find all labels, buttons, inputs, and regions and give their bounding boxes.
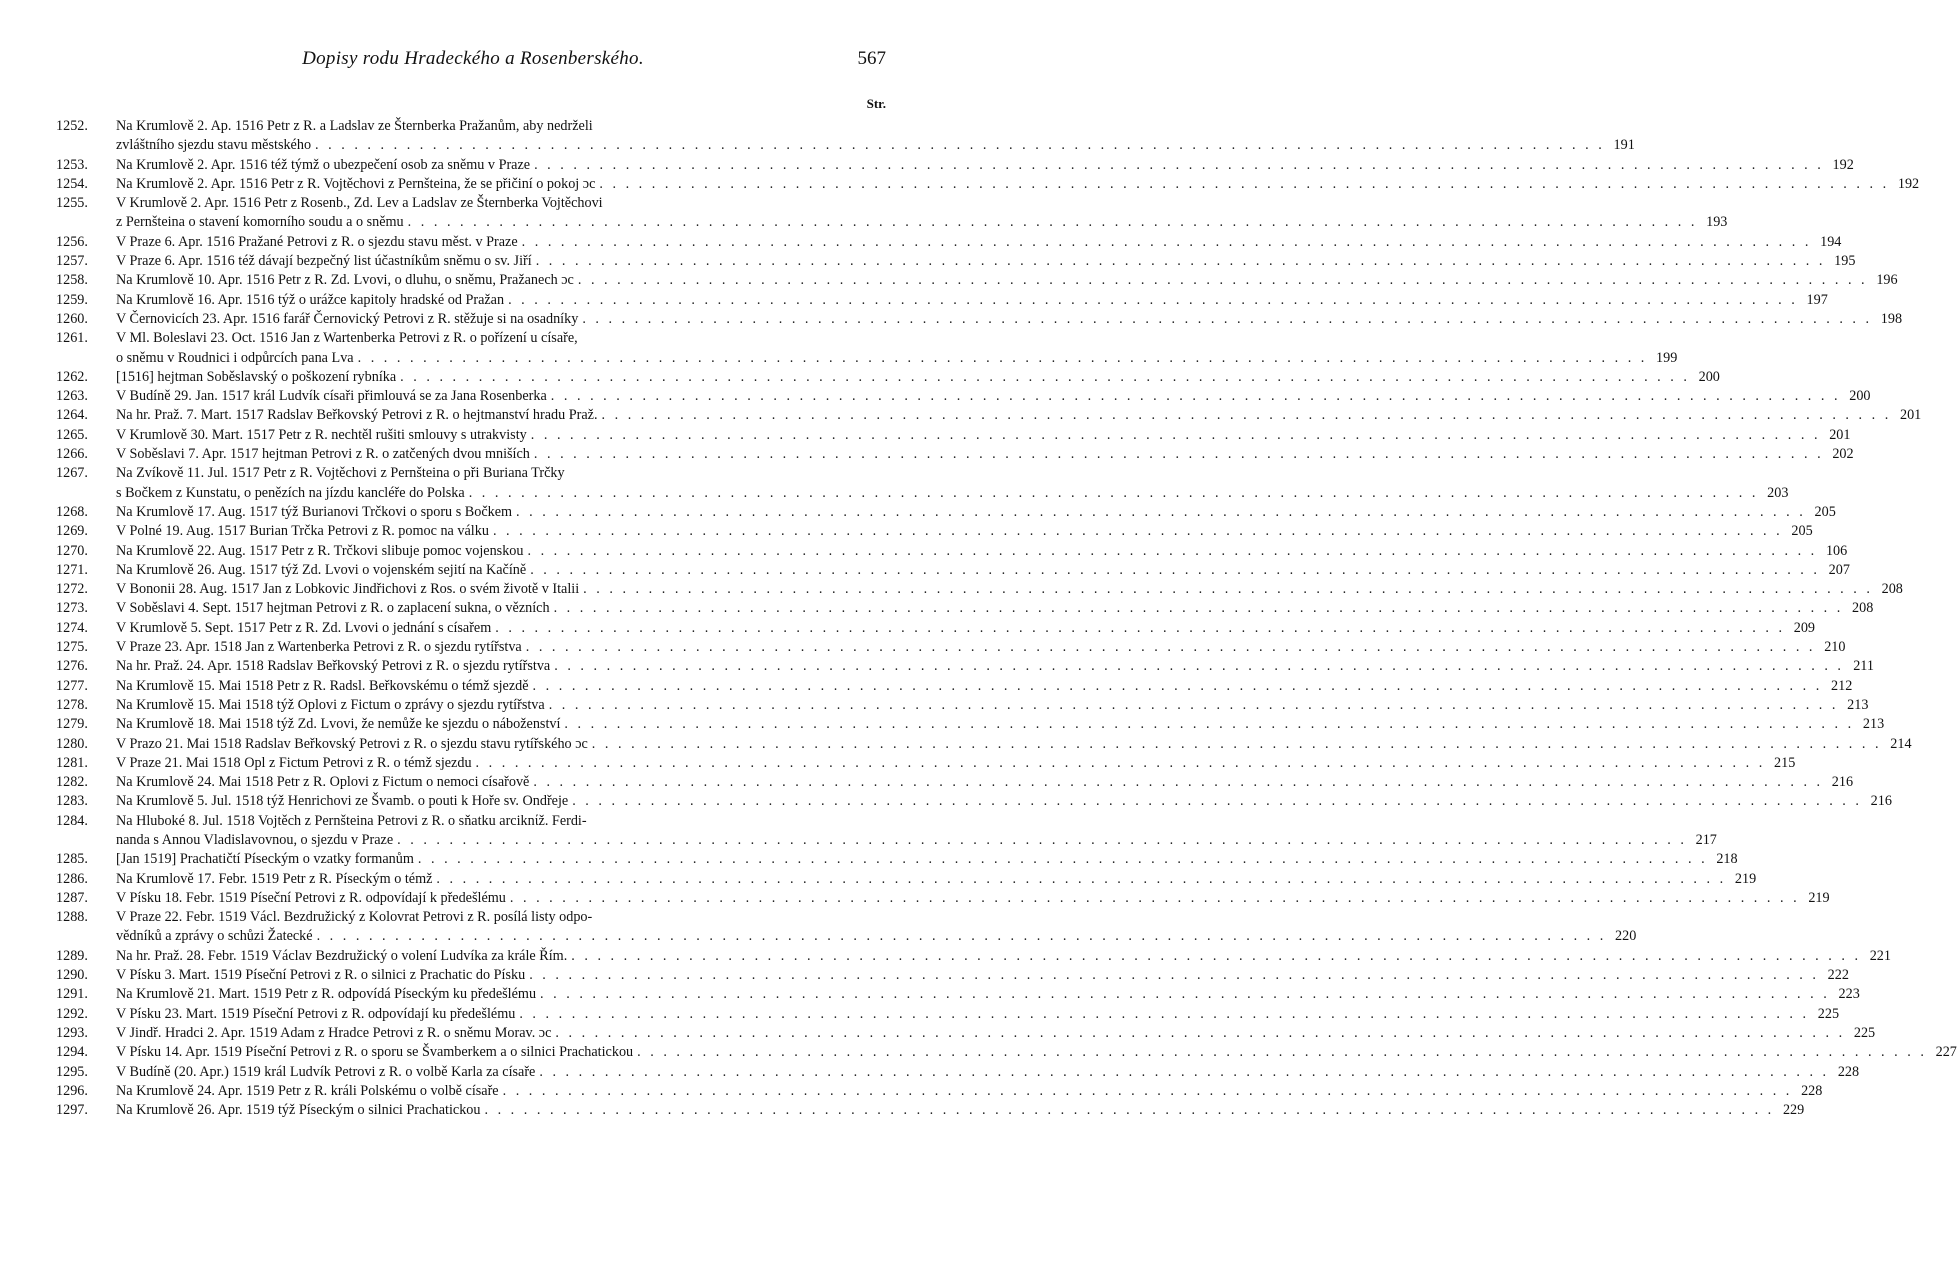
- entry-page-number: 222: [1827, 967, 1849, 984]
- entry-number: 1276.: [56, 658, 88, 675]
- dot-leader: [408, 213, 1698, 232]
- index-entry: [56, 368, 1720, 387]
- entry-page-number: 213: [1847, 696, 1869, 713]
- dot-leader: [495, 619, 1785, 638]
- entry-number: 1269.: [56, 523, 88, 540]
- entry-line: [116, 406, 1922, 425]
- dot-leader: [476, 754, 1766, 773]
- index-entry: [56, 503, 1836, 522]
- dot-leader: [531, 426, 1821, 445]
- entry-number: 1266.: [56, 446, 88, 463]
- entry-page-number: 213: [1862, 716, 1885, 733]
- entry-number: 1252.: [56, 118, 88, 134]
- entry-line: [116, 1082, 1823, 1101]
- entry-line: [116, 1005, 1840, 1024]
- entry-text: Na hr. Praž. 28. Febr. 1519 Václav Bezdružický o volení Ludvíka za krále Řím.: [116, 947, 568, 964]
- entry-line: [116, 696, 1869, 715]
- entry-text: V Praze 23. Apr. 1518 Jan z Wartenberka Petrovi z R. o sjezdu rytířstva: [116, 639, 522, 656]
- entry-number: 1265.: [56, 426, 88, 443]
- entry-line: [116, 908, 886, 927]
- entry-text: V Budíně (20. Apr.) 1519 král Ludvík Petrovi z R. o volbě Karla za císaře: [116, 1063, 536, 1080]
- entry-number: 1287.: [56, 889, 88, 906]
- entry-number: 1257.: [56, 253, 88, 270]
- dot-leader: [539, 1063, 1829, 1082]
- entry-text: Na Zvíkově 11. Jul. 1517 Petr z R. Vojtěchovi z Pernšteina o při Buriana Trčky: [116, 465, 565, 482]
- entry-line: [116, 542, 1848, 561]
- entry-line: [116, 735, 1912, 754]
- entry-number: 1259.: [56, 291, 88, 308]
- entry-text: Na Hluboké 8. Jul. 1518 Vojtěch z Pernšteina Petrovi z R. o sňatku arciknίž. Ferdi-: [116, 812, 587, 829]
- dot-leader: [551, 387, 1841, 406]
- entry-text: Na Krumlově 24. Apr. 1519 Petr z R. králi Polskému o volbě císaře: [116, 1082, 499, 1099]
- entry-text: V Praze 22. Febr. 1519 Václ. Bezdružický z Kolovrat Petrovi z R. posílá listy odpo-: [116, 909, 593, 926]
- dot-leader: [317, 927, 1607, 946]
- entry-number: 1283.: [56, 793, 88, 810]
- entry-text: Na Krumlově 15. Mai 1518 Petr z R. Radsl. Beřkovskému o témž sjezdě: [116, 677, 529, 694]
- entry-line: [116, 426, 1851, 445]
- dot-leader: [533, 773, 1823, 792]
- index-entry: [56, 387, 1871, 406]
- index-entry: [56, 464, 1789, 503]
- entry-line: [116, 271, 1898, 290]
- entry-page-number: 223: [1838, 986, 1860, 1003]
- index-entry: [56, 1005, 1840, 1024]
- entry-number: 1274.: [56, 619, 88, 636]
- index-entry: [56, 291, 1828, 310]
- entry-text: Na Krumlově 17. Febr. 1519 Petr z R. Píseckým o témž: [116, 870, 433, 887]
- entry-page-number: 201: [1899, 407, 1922, 424]
- index-entry: [56, 542, 1848, 561]
- dot-leader: [315, 136, 1605, 155]
- index-entry: [56, 908, 1637, 947]
- entry-number: 1260.: [56, 310, 88, 327]
- entry-page-number: 217: [1695, 831, 1717, 848]
- index-entry: [56, 580, 1903, 599]
- entry-text: Na Krumlově 10. Apr. 1516 Petr z R. Zd. Lvovi, o dluhu, o sněmu, Pražanech ɔc: [116, 272, 574, 289]
- entry-line: [116, 175, 1920, 194]
- dot-leader: [503, 1082, 1793, 1101]
- entry-number: 1286.: [56, 870, 88, 887]
- dot-leader: [493, 522, 1783, 541]
- index-entry: [56, 889, 1830, 908]
- dot-leader: [436, 870, 1726, 889]
- entry-number: 1271.: [56, 561, 88, 578]
- entry-text: Na hr. Praž. 7. Mart. 1517 Radslav Beřkovský Petrovi z R. o hejtmanství hradu Praž.: [116, 407, 598, 424]
- entry-line: [116, 677, 1853, 696]
- entry-text: zvláštního sjezdu stavu městského: [116, 137, 312, 154]
- entry-page-number: 205: [1791, 523, 1813, 540]
- entry-page-number: 228: [1837, 1063, 1860, 1080]
- index-entry: [56, 445, 1854, 464]
- dot-leader: [358, 349, 1648, 368]
- entry-line: [116, 812, 886, 831]
- entry-text: Na Krumlově 17. Aug. 1517 týž Burianovi Trčkovi o sporu s Bočkem: [116, 503, 513, 520]
- entry-line: [116, 947, 1891, 966]
- entry-page-number: 207: [1828, 561, 1850, 578]
- entry-page-number: 216: [1870, 793, 1892, 810]
- entry-line: [116, 464, 886, 483]
- entry-page-number: 200: [1849, 388, 1871, 405]
- entry-text: V Písku 14. Apr. 1519 Píseční Petrovi z R. o sporu se Švamberkem a o silnici Prachatickou: [116, 1044, 634, 1061]
- entry-text: Na hr. Praž. 24. Apr. 1518 Radslav Beřkovský Petrovi z R. o sjezdu rytířstva: [116, 658, 551, 675]
- entry-number: 1255.: [56, 195, 88, 212]
- entry-number: 1275.: [56, 639, 88, 656]
- dot-leader: [418, 850, 1708, 869]
- entry-page-number: 225: [1817, 1005, 1840, 1022]
- entry-page-number: 221: [1869, 947, 1891, 964]
- entry-number: 1290.: [56, 967, 88, 984]
- entry-line: [116, 136, 1635, 155]
- entry-page-number: 209: [1793, 619, 1815, 636]
- entry-line: [116, 213, 1728, 232]
- entry-line: [116, 985, 1860, 1004]
- dot-leader: [549, 696, 1839, 715]
- entry-text: nanda s Annou Vladislavovnou, o sjezdu v Praze: [116, 831, 394, 848]
- dot-leader: [529, 966, 1819, 985]
- dot-leader: [516, 503, 1806, 522]
- entry-line: [116, 233, 1842, 252]
- entry-text: V Soběslavi 7. Apr. 1517 hejtman Petrovi z R. o zatčených dvou mniších: [116, 446, 530, 463]
- index-entry: [56, 696, 1869, 715]
- entry-number: 1256.: [56, 233, 88, 250]
- entry-line: [116, 387, 1871, 406]
- entry-page-number: 192: [1832, 156, 1854, 173]
- index-entry: [56, 175, 1920, 194]
- index-entry: [56, 657, 1874, 676]
- index-entry: [56, 773, 1854, 792]
- dot-leader: [571, 947, 1861, 966]
- entry-line: [116, 291, 1828, 310]
- entry-number: 1297.: [56, 1102, 88, 1119]
- entry-page-number: 218: [1716, 851, 1738, 868]
- entry-line: [116, 599, 1874, 618]
- dot-leader: [602, 406, 1892, 425]
- index-entry: [56, 985, 1860, 1004]
- entry-line: [116, 1024, 1876, 1043]
- page-header: [60, 48, 886, 74]
- index-entry: [56, 233, 1842, 252]
- entry-number: 1281.: [56, 754, 88, 771]
- entry-line: [116, 117, 886, 136]
- entry-text: Na Krumlově 22. Aug. 1517 Petr z R. Trčkovi slibuje pomoc vojenskou: [116, 542, 524, 559]
- index-entry: [56, 194, 1728, 233]
- entry-page-number: 216: [1831, 774, 1854, 791]
- entry-page-number: 219: [1808, 889, 1830, 906]
- dot-leader: [469, 484, 1759, 503]
- entry-page-number: 192: [1897, 175, 1920, 192]
- entry-page-number: 197: [1806, 291, 1828, 308]
- entry-line: [116, 831, 1717, 850]
- entry-text: o sněmu v Roudnici i odpůrcích pana Lva: [116, 349, 354, 366]
- entry-text: V Černovicích 23. Apr. 1516 farář Černovický Petrovi z R. stěžuje si na osadníky: [116, 310, 579, 327]
- dot-leader: [534, 156, 1824, 175]
- index-entry: [56, 715, 1885, 734]
- entry-line: [116, 252, 1856, 271]
- entry-number: 1272.: [56, 581, 88, 598]
- entry-number: 1254.: [56, 175, 88, 192]
- entry-text: Na Krumlově 18. Mai 1518 týž Zd. Lvovi, že nemůže ke sjezdu o náboženství: [116, 716, 561, 733]
- index-entry: [56, 426, 1851, 445]
- dot-leader: [637, 1043, 1927, 1062]
- index-entry: [56, 677, 1853, 696]
- entry-number: 1263.: [56, 388, 88, 405]
- entry-line: [116, 1101, 1805, 1120]
- entry-line: [116, 870, 1757, 889]
- entry-number: 1277.: [56, 677, 88, 694]
- index-entry: [56, 966, 1849, 985]
- dot-leader: [555, 1024, 1845, 1043]
- entry-page-number: 205: [1814, 503, 1836, 520]
- entry-page-number: 211: [1853, 658, 1874, 675]
- index-entry: [56, 561, 1850, 580]
- entry-text: V Krumlově 2. Apr. 1516 Petr z Rosenb., Zd. Lev a Ladslav ze Šternberka Vojtěchovi: [116, 195, 603, 212]
- entry-text: V Praze 21. Mai 1518 Opl z Fictum Petrovi z R. o témž sjezdu: [116, 754, 472, 771]
- entry-page-number: 199: [1656, 349, 1678, 366]
- dot-leader: [484, 1101, 1774, 1120]
- entry-text: V Budíně 29. Jan. 1517 král Ludvík císaři přimlouvá se za Jana Rosenberka: [116, 388, 547, 405]
- entry-page-number: 215: [1774, 754, 1796, 771]
- entry-text: V Polné 19. Aug. 1517 Burian Trčka Petrovi z R. pomoc na válku: [116, 523, 489, 540]
- entry-page-number: 220: [1615, 928, 1637, 945]
- entry-text: V Krumlově 30. Mart. 1517 Petr z R. nechtěl rušiti smlouvy s utrakvisty: [116, 426, 527, 443]
- index-entry: [56, 117, 1635, 156]
- entry-line: [116, 484, 1789, 503]
- entry-line: [116, 927, 1637, 946]
- entry-page-number: 212: [1831, 677, 1853, 694]
- index-entry: [56, 870, 1757, 889]
- dot-leader: [527, 542, 1817, 561]
- index-entry: [56, 271, 1898, 290]
- entry-line: [116, 754, 1796, 773]
- index-entry: [56, 754, 1796, 773]
- dot-leader: [526, 638, 1816, 657]
- entry-line: [116, 1043, 1957, 1062]
- entry-number: 1292.: [56, 1005, 88, 1022]
- entry-line: [116, 966, 1849, 985]
- entry-line: [116, 1063, 1860, 1082]
- entry-number: 1253.: [56, 156, 88, 173]
- entry-line: [116, 619, 1815, 638]
- entry-page-number: 201: [1829, 426, 1851, 443]
- entry-line: [116, 310, 1903, 329]
- entry-page-number: 228: [1801, 1082, 1823, 1099]
- entry-line: [116, 792, 1892, 811]
- entry-line: [116, 773, 1854, 792]
- entry-number: 1296.: [56, 1082, 88, 1099]
- entry-number: 1295.: [56, 1063, 88, 1080]
- entry-text: Na Krumlově 16. Apr. 1516 týž o urážce kapitoly hradské od Pražan: [116, 291, 505, 308]
- entry-number: 1273.: [56, 600, 88, 617]
- index-entry: [56, 1082, 1823, 1101]
- entry-number: 1289.: [56, 947, 88, 964]
- index-entry: [56, 252, 1856, 271]
- entry-page-number: 203: [1767, 484, 1789, 501]
- index-entry: [56, 599, 1874, 618]
- index-entry: [56, 310, 1903, 329]
- letter-index-list: [0, 117, 1957, 1120]
- entry-line: [116, 561, 1850, 580]
- entry-text: V Bononii 28. Aug. 1517 Jan z Lobkovic Jindřichovi z Ros. o svém životě v Italii: [116, 581, 580, 598]
- entry-text: [Jan 1519] Prachatičtí Píseckým o vzatky formanům: [116, 851, 414, 868]
- entry-text: V Prazo 21. Mai 1518 Radslav Beřkovský Petrovi z R. o sjezdu stavu rytířského ɔc: [116, 735, 588, 752]
- index-entry: [56, 329, 1678, 368]
- entry-page-number: 193: [1706, 214, 1728, 231]
- index-entry: [56, 1024, 1876, 1043]
- running-title: Dopisy rodu Hradeckého a Rosenberského.: [302, 48, 644, 69]
- index-entry: [56, 1063, 1860, 1082]
- entry-page-number: 202: [1832, 446, 1854, 463]
- entry-number: 1258.: [56, 272, 88, 289]
- entry-number: 1267.: [56, 465, 88, 482]
- entry-number: 1284.: [56, 812, 88, 829]
- index-entry: [56, 947, 1891, 966]
- entry-number: 1279.: [56, 716, 88, 733]
- entry-text: Na Krumlově 15. Mai 1518 týž Oplovi z Fictum o zprávy o sjezdu rytířstva: [116, 696, 545, 713]
- entry-page-number: 191: [1613, 137, 1635, 154]
- entry-number: 1262.: [56, 368, 88, 385]
- dot-leader: [400, 368, 1690, 387]
- dot-leader: [530, 561, 1820, 580]
- entry-page-number: 200: [1698, 368, 1720, 385]
- index-entry: [56, 1101, 1805, 1120]
- entry-number: 1264.: [56, 407, 88, 424]
- entry-text: Na Krumlově 24. Mai 1518 Petr z R. Oplovi z Fictum o nemoci císařově: [116, 774, 530, 791]
- dot-leader: [510, 889, 1800, 908]
- entry-line: [116, 445, 1854, 464]
- entry-text: V Krumlově 5. Sept. 1517 Petr z R. Zd. Lvovi o jednání s císařem: [116, 619, 492, 636]
- entry-line: [116, 503, 1836, 522]
- entry-number: 1293.: [56, 1024, 88, 1041]
- entry-page-number: 194: [1820, 233, 1842, 250]
- entry-text: V Praze 6. Apr. 1516 též dávají bezpečný list účastníkům sněmu o sv. Jiří: [116, 253, 532, 270]
- dot-leader: [533, 677, 1823, 696]
- dot-leader: [536, 252, 1826, 271]
- entry-number: 1282.: [56, 774, 88, 791]
- index-entry: [56, 850, 1738, 869]
- entry-page-number: 208: [1852, 600, 1874, 617]
- dot-leader: [397, 831, 1687, 850]
- entry-line: [116, 522, 1813, 541]
- dot-leader: [554, 657, 1844, 676]
- index-entry: [56, 522, 1813, 541]
- entry-line: [116, 194, 886, 213]
- entry-page-number: 208: [1881, 581, 1903, 598]
- entry-page-number: 219: [1734, 870, 1757, 887]
- index-entry: [56, 735, 1912, 754]
- entry-text: Na Krumlově 26. Apr. 1519 týž Píseckým o silnici Prachatickou: [116, 1102, 481, 1119]
- dot-leader: [583, 580, 1873, 599]
- entry-page-number: 227: [1935, 1044, 1957, 1061]
- dot-leader: [578, 271, 1868, 290]
- index-entry: [56, 638, 1846, 657]
- index-entry: [56, 406, 1922, 425]
- entry-number: 1280.: [56, 735, 88, 752]
- dot-leader: [599, 175, 1889, 194]
- entry-page-number: 196: [1876, 272, 1898, 289]
- entry-text: V Praze 6. Apr. 1516 Pražané Petrovi z R. o sjezdu stavu měst. v Praze: [116, 233, 518, 250]
- entry-number: 1278.: [56, 696, 88, 713]
- entry-number: 1291.: [56, 986, 88, 1003]
- entry-text: s Bočkem z Kunstatu, o penězích na jízdu kancléře do Polska: [116, 484, 465, 501]
- dot-leader: [564, 715, 1854, 734]
- entry-text: z Pernšteina o stavení komorního soudu a o sněmu: [116, 214, 404, 231]
- entry-page-number: 106: [1825, 542, 1848, 559]
- entry-number: 1288.: [56, 909, 88, 926]
- dot-leader: [519, 1005, 1809, 1024]
- entry-text: V Ml. Boleslavi 23. Oct. 1516 Jan z Wartenberka Petrovi z R. o pořízení u císaře,: [116, 330, 578, 347]
- dot-leader: [582, 310, 1872, 329]
- entry-number: 1285.: [56, 851, 88, 868]
- index-entry: [56, 1043, 1957, 1062]
- dot-leader: [554, 599, 1844, 618]
- entry-text: Na Krumlově 2. Apr. 1516 též týmž o ubezpečení osob za sněmu v Praze: [116, 156, 531, 173]
- entry-number: 1294.: [56, 1044, 88, 1061]
- entry-line: [116, 368, 1720, 387]
- entry-line: [116, 638, 1846, 657]
- entry-line: [116, 850, 1738, 869]
- entry-text: Na Krumlově 5. Jul. 1518 týž Henrichovi ze Švamb. o pouti k Hoře sv. Ondřeje: [116, 793, 569, 810]
- entry-text: Na Krumlově 21. Mart. 1519 Petr z R. odpovídá Píseckým ku předešlému: [116, 986, 537, 1003]
- entry-page-number: 210: [1824, 639, 1846, 656]
- entry-page-number: 225: [1853, 1024, 1876, 1041]
- entry-line: [116, 889, 1830, 908]
- entry-line: [116, 329, 886, 348]
- entry-text: V Písku 23. Mart. 1519 Píseční Petrovi z R. odpovídají ku předešlému: [116, 1005, 516, 1022]
- dot-leader: [572, 792, 1862, 811]
- dot-leader: [540, 985, 1830, 1004]
- entry-line: [116, 580, 1903, 599]
- entry-line: [116, 156, 1854, 175]
- index-entry: [56, 619, 1815, 638]
- entry-line: [116, 657, 1874, 676]
- entry-page-number: 198: [1880, 310, 1903, 327]
- entry-text: Na Krumlově 2. Apr. 1516 Petr z R. Vojtěchovi z Pernšteina, že se přičiní o pokoj ɔc: [116, 175, 596, 192]
- entry-text: Na Krumlově 2. Ap. 1516 Petr z R. a Ladslav ze Šternberka Pražanům, aby nedrželi: [116, 118, 593, 134]
- entry-number: 1270.: [56, 542, 88, 559]
- entry-text: Na Krumlově 26. Aug. 1517 týž Zd. Lvovi o vojenském sejití na Kačíně: [116, 561, 527, 578]
- entry-text: [1516] hejtman Soběslavský o poškození rybníka: [116, 368, 397, 385]
- entry-page-number: 229: [1782, 1102, 1805, 1119]
- index-entry: [56, 156, 1854, 175]
- entry-text: V Písku 18. Febr. 1519 Píseční Petrovi z R. odpovídají k předešlému: [116, 889, 506, 906]
- entry-text: vědníků a zprávy o schůzi Žatecké: [116, 928, 313, 945]
- entry-line: [116, 349, 1678, 368]
- dot-leader: [522, 233, 1812, 252]
- entry-page-number: 195: [1834, 253, 1856, 270]
- entry-line: [116, 715, 1885, 734]
- index-entry: [56, 812, 1717, 851]
- dot-leader: [508, 291, 1798, 310]
- entry-text: V Jindř. Hradci 2. Apr. 1519 Adam z Hradce Petrovi z R. o sněmu Morav. ɔc: [116, 1024, 552, 1041]
- page-number: 567: [857, 48, 886, 69]
- dot-leader: [592, 735, 1882, 754]
- page-column-label: Str.: [866, 96, 886, 111]
- entry-number: 1268.: [56, 503, 88, 520]
- entry-text: V Soběslavi 4. Sept. 1517 hejtman Petrovi z R. o zaplacení sukna, o vězních: [116, 600, 550, 617]
- entry-page-number: 214: [1890, 735, 1912, 752]
- entry-text: V Písku 3. Mart. 1519 Píseční Petrovi z R. o silnici z Prachatic do Písku: [116, 967, 526, 984]
- entry-number: 1261.: [56, 330, 88, 347]
- dot-leader: [534, 445, 1824, 464]
- index-entry: [56, 792, 1892, 811]
